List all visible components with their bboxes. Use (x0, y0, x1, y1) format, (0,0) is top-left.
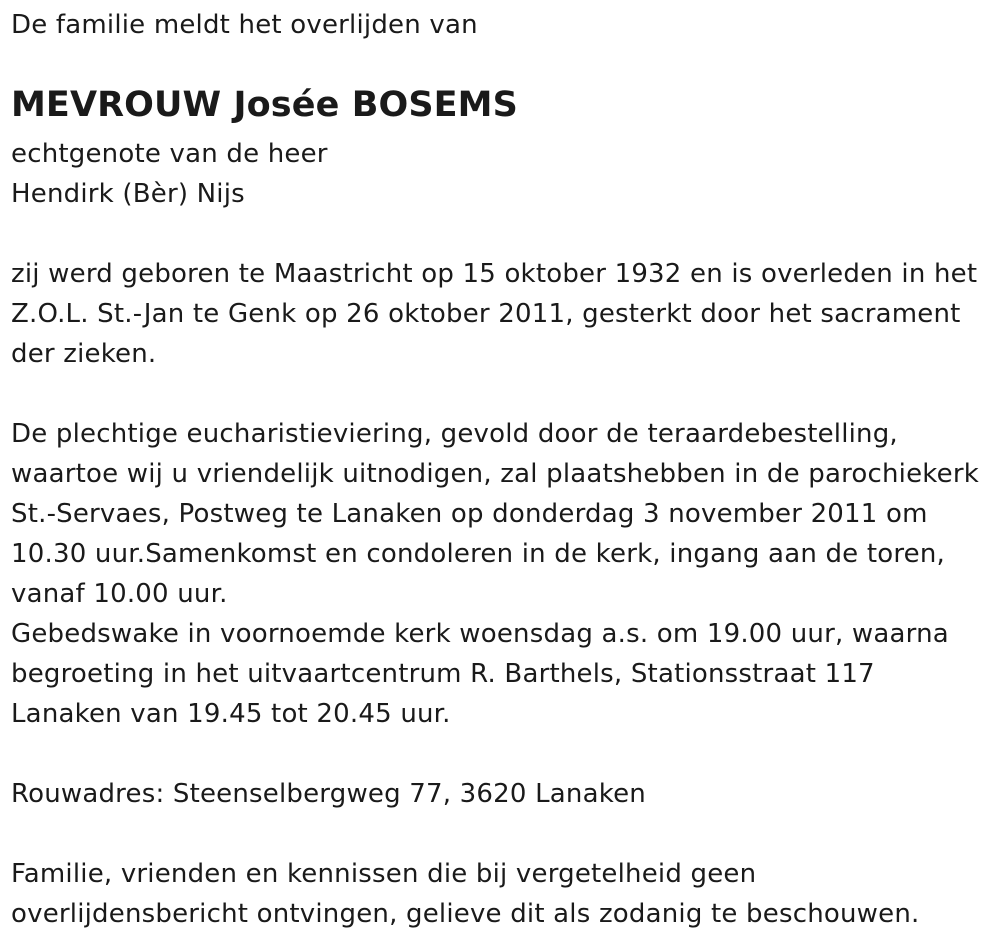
vigil-line: begroeting in het uitvaartcentrum R. Barthels, Stationsstraat 117 (11, 659, 875, 689)
closing-line: Familie, vrienden en kennissen die bij vergetelheid geen (11, 859, 757, 889)
mourning-address: Rouwadres: Steenselbergweg 77, 3620 Lanaken (11, 779, 646, 809)
biography-line: zij werd geboren te Maastricht op 15 oktober 1932 en is overleden in het (11, 259, 978, 289)
ceremony-line: waartoe wij u vriendelijk uitnodigen, zal plaatshebben in de parochiekerk (11, 459, 979, 489)
ceremony-line: De plechtige eucharistieviering, gevold door de teraardebestelling, (11, 419, 898, 449)
deceased-name: MEVROUW Josée BOSEMS (11, 85, 518, 125)
spouse-relation: echtgenote van de heer (11, 139, 328, 169)
spouse-name: Hendirk (Bèr) Nijs (11, 179, 245, 209)
closing-line: overlijdensbericht ontvingen, gelieve dit als zodanig te beschouwen. (11, 899, 920, 929)
vigil-line: Lanaken van 19.45 tot 20.45 uur. (11, 699, 451, 729)
ceremony-line: St.-Servaes, Postweg te Lanaken op donderdag 3 november 2011 om (11, 499, 928, 529)
ceremony-line: 10.30 uur.Samenkomst en condoleren in de kerk, ingang aan de toren, (11, 539, 945, 569)
biography-line: der zieken. (11, 339, 157, 369)
ceremony-line: vanaf 10.00 uur. (11, 579, 228, 609)
vigil-line: Gebedswake in voornoemde kerk woensdag a.s. om 19.00 uur, waarna (11, 619, 949, 649)
intro-text: De familie meldt het overlijden van (11, 10, 478, 40)
biography-line: Z.O.L. St.-Jan te Genk op 26 oktober 2011, gesterkt door het sacrament (11, 299, 961, 329)
